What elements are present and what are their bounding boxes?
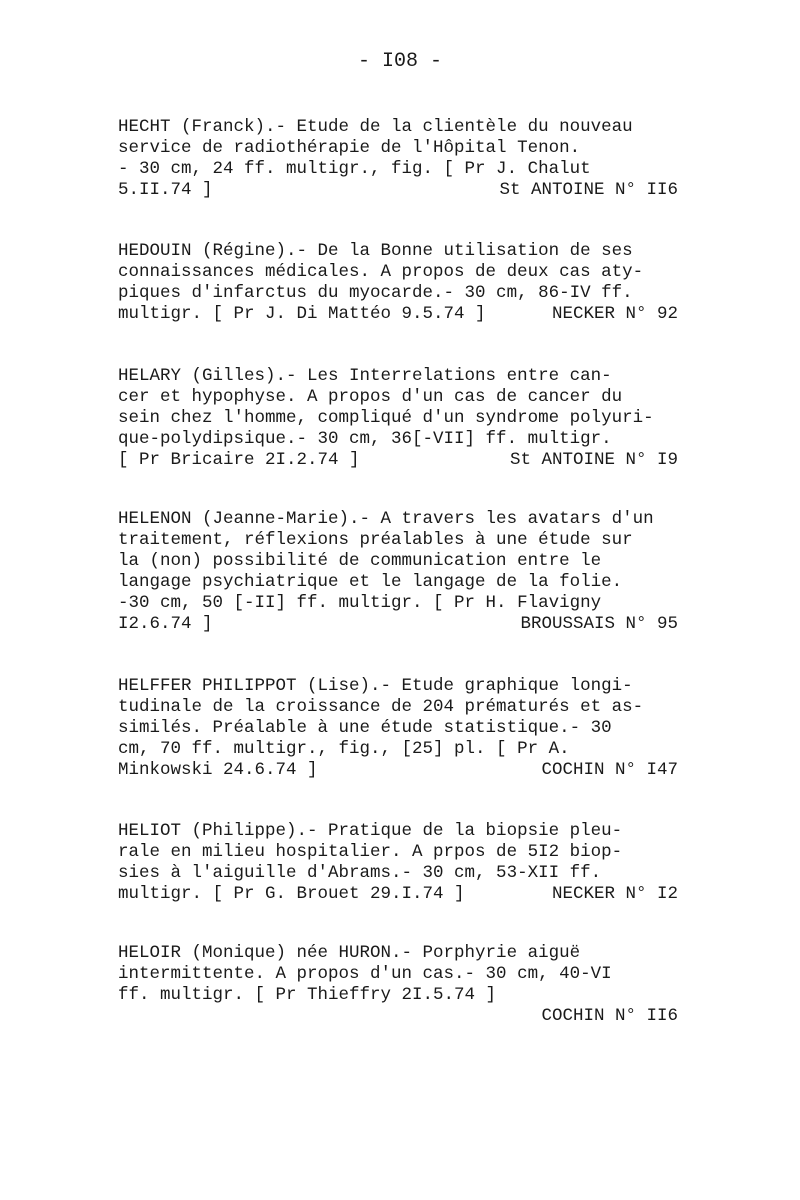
entry-line bbox=[118, 593, 678, 614]
entry-text: rale en milieu hospitalier. A prpos de 5I2 biop- bbox=[118, 842, 623, 862]
entry-text: piques d'infarctus du myocarde.- 30 cm, 86-IV ff. bbox=[118, 283, 633, 303]
entry-text: I2.6.74 ] bbox=[118, 614, 213, 634]
entry-line bbox=[118, 262, 678, 283]
entry-text: - 30 cm, 24 ff. multigr., fig. [ Pr J. Chalut bbox=[118, 159, 591, 179]
bibliography-entry bbox=[118, 676, 678, 781]
entry-text: la (non) possibilité de communication entre le bbox=[118, 551, 602, 571]
entry-text: Minkowski 24.6.74 ] bbox=[118, 760, 318, 780]
entry-location: St ANTOINE N° II6 bbox=[499, 180, 678, 200]
page-number: - I08 - bbox=[357, 50, 442, 73]
entry-line bbox=[118, 821, 678, 842]
entry-line bbox=[118, 450, 678, 471]
entry-location: NECKER N° 92 bbox=[551, 304, 678, 324]
entry-line bbox=[118, 614, 678, 635]
entry-line bbox=[118, 884, 678, 905]
entry-line bbox=[118, 509, 678, 530]
entry-text: HELFFER PHILIPPOT (Lise).- Etude graphique longi- bbox=[118, 676, 633, 696]
bibliography-entry bbox=[118, 117, 678, 201]
entry-text: service de radiothérapie de l'Hôpital Tenon. bbox=[118, 138, 581, 158]
entry-line bbox=[118, 551, 678, 572]
entry-text: similés. Préalable à une étude statistique.- 30 bbox=[118, 718, 612, 738]
entry-location: COCHIN N° I47 bbox=[541, 760, 678, 780]
entry-text: ff. multigr. [ Pr Thieffry 2I.5.74 ] bbox=[118, 985, 497, 1005]
entry-line bbox=[118, 366, 678, 387]
entry-text: multigr. [ Pr J. Di Mattéo 9.5.74 ] bbox=[118, 304, 486, 324]
entry-text: HEDOUIN (Régine).- De la Bonne utilisation de ses bbox=[118, 241, 633, 261]
bibliography-entry bbox=[118, 241, 678, 325]
entry-location: NECKER N° I2 bbox=[551, 884, 678, 904]
entry-line bbox=[118, 241, 678, 262]
entry-line bbox=[118, 159, 678, 180]
entry-line bbox=[118, 530, 678, 551]
entry-line bbox=[118, 863, 678, 884]
entry-text: HECHT (Franck).- Etude de la clientèle du nouveau bbox=[118, 117, 633, 137]
entry-text: cm, 70 ff. multigr., fig., [25] pl. [ Pr A. bbox=[118, 739, 570, 759]
entry-text: sies à l'aiguille d'Abrams.- 30 cm, 53-XII ff. bbox=[118, 863, 602, 883]
entry-text: langage psychiatrique et le langage de la folie. bbox=[118, 572, 623, 592]
entry-text: HELARY (Gilles).- Les Interrelations entre can- bbox=[118, 366, 612, 386]
entry-line bbox=[118, 718, 678, 739]
entry-text: tudinale de la croissance de 204 prématurés et as- bbox=[118, 697, 644, 717]
entry-line bbox=[118, 842, 678, 863]
entry-line bbox=[118, 676, 678, 697]
entry-text: cer et hypophyse. A propos d'un cas de cancer du bbox=[118, 387, 623, 407]
entry-text: HELIOT (Philippe).- Pratique de la biopsie pleu- bbox=[118, 821, 623, 841]
entry-line bbox=[118, 943, 678, 964]
entry-text: HELOIR (Monique) née HURON.- Porphyrie aiguë bbox=[118, 943, 581, 963]
entry-line bbox=[118, 1006, 678, 1027]
entry-line bbox=[118, 985, 678, 1006]
entry-text: multigr. [ Pr G. Brouet 29.I.74 ] bbox=[118, 884, 465, 904]
entry-text: traitement, réflexions préalables à une étude sur bbox=[118, 530, 633, 550]
entry-line bbox=[118, 964, 678, 985]
entry-line bbox=[118, 283, 678, 304]
entry-text: -30 cm, 50 [-II] ff. multigr. [ Pr H. Flavigny bbox=[118, 593, 602, 613]
entry-location: BROUSSAIS N° 95 bbox=[520, 614, 678, 634]
entry-text: connaissances médicales. A propos de deux cas aty- bbox=[118, 262, 644, 282]
bibliography-entry bbox=[118, 509, 678, 635]
entry-line bbox=[118, 408, 678, 429]
entry-text: intermittente. A propos d'un cas.- 30 cm, 40-VI bbox=[118, 964, 612, 984]
entry-text: sein chez l'homme, compliqué d'un syndrome polyuri- bbox=[118, 408, 654, 428]
entry-text: HELENON (Jeanne-Marie).- A travers les avatars d'un bbox=[118, 509, 654, 529]
entry-line bbox=[118, 429, 678, 450]
entry-text: [ Pr Bricaire 2I.2.74 ] bbox=[118, 450, 360, 470]
entry-line bbox=[118, 304, 678, 325]
entry-line bbox=[118, 739, 678, 760]
entry-line bbox=[118, 572, 678, 593]
entry-line bbox=[118, 180, 678, 201]
entry-location: COCHIN N° II6 bbox=[541, 1006, 678, 1026]
bibliography-entry bbox=[118, 943, 678, 1027]
entry-location: St ANTOINE N° I9 bbox=[509, 450, 678, 470]
entry-line bbox=[118, 138, 678, 159]
entry-line bbox=[118, 760, 678, 781]
entry-text: que-polydipsique.- 30 cm, 36[-VII] ff. multigr. bbox=[118, 429, 612, 449]
entry-line bbox=[118, 697, 678, 718]
entry-text: 5.II.74 ] bbox=[118, 180, 213, 200]
entry-line bbox=[118, 117, 678, 138]
entry-line bbox=[118, 387, 678, 408]
bibliography-entry bbox=[118, 821, 678, 905]
bibliography-entry bbox=[118, 366, 678, 471]
